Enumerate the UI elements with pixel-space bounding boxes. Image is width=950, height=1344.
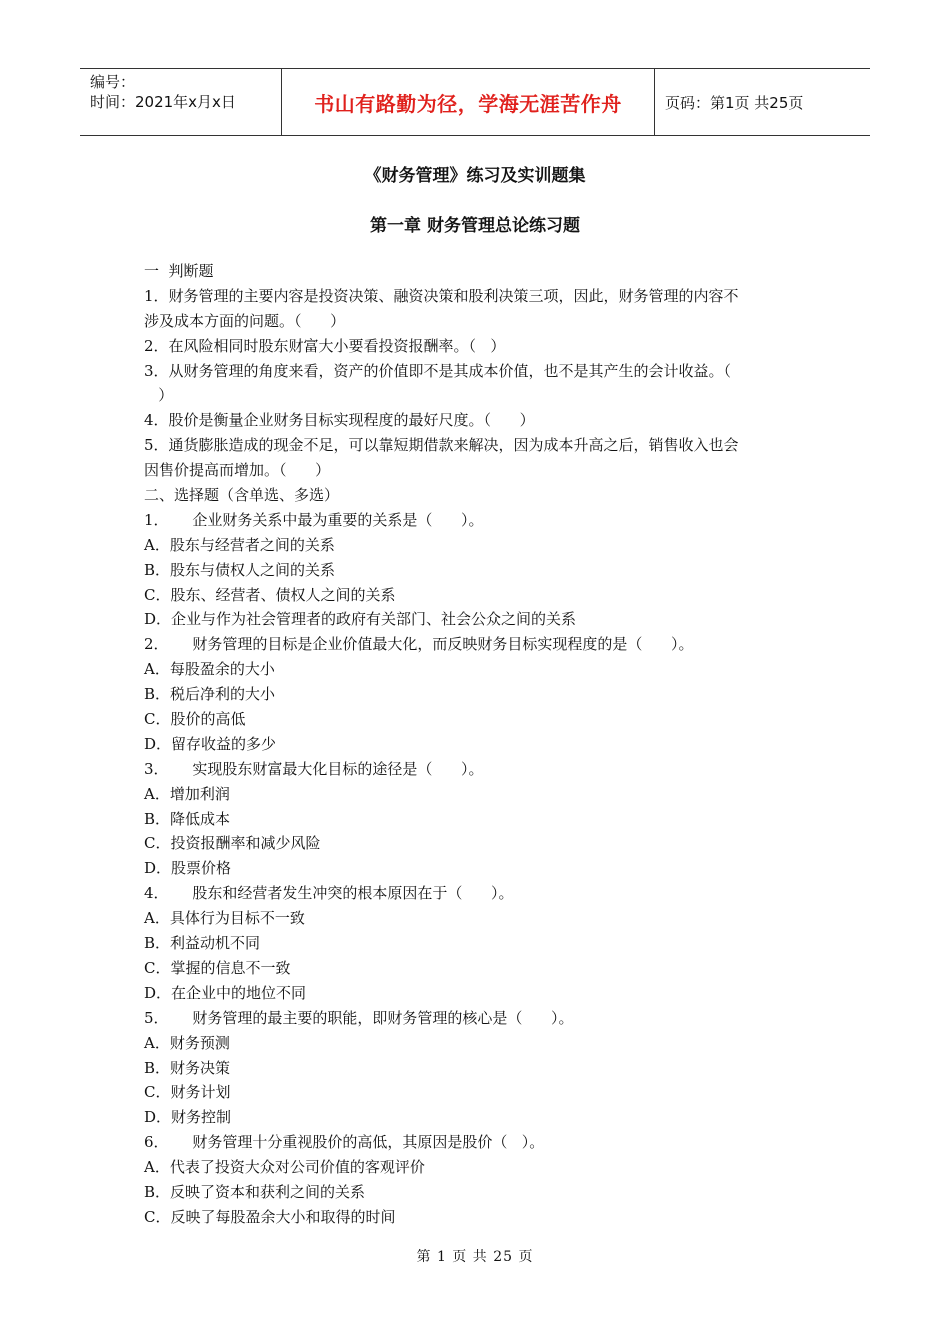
document-title: 《财务管理》练习及实训题集 [364, 166, 586, 186]
text-line: D．财务控制 [144, 1108, 232, 1127]
header-page-info-cell [655, 69, 870, 135]
text-line: D．股票价格 [144, 859, 232, 878]
text-line: D．企业与作为社会管理者的政府有关部门、社会公众之间的关系 [144, 610, 577, 629]
text-line: B．财务决策 [144, 1058, 231, 1077]
text-line: B．反映了资本和获利之间的关系 [144, 1182, 366, 1201]
text-line: A．每股盈余的大小 [144, 660, 275, 679]
text-line: D．在企业中的地位不同 [144, 983, 307, 1002]
text-line: 2． 财务管理的目标是企业价值最大化，而反映财务目标实现程度的是（ ）。 [144, 635, 694, 654]
text-line: B．股东与债权人之间的关系 [144, 560, 336, 579]
page-footer: 第 1 页 共 25 页 [416, 1249, 534, 1265]
text-line: 4．股价是衡量企业财务目标实现程度的最好尺度。（ ） [144, 411, 535, 430]
page-header [80, 68, 870, 136]
text-line: 3． 实现股东财富最大化目标的途径是（ ）。 [144, 759, 484, 778]
document-body [144, 259, 814, 1230]
text-line: B．利益动机不同 [144, 934, 261, 953]
text-line: A．增加利润 [144, 784, 230, 803]
text-line: 6． 财务管理十分重视股价的高低，其原因是股价（ ）。 [144, 1133, 545, 1152]
text-line: A．财务预测 [144, 1033, 230, 1052]
text-line: 因售价提高而增加。（ ） [144, 461, 331, 480]
document-date: 时间：2021年x月x日 [90, 93, 236, 111]
text-line: 5． 财务管理的最主要的职能，即财务管理的核心是（ ）。 [144, 1008, 574, 1027]
text-line: 二、选择题（含单选、多选） [144, 486, 340, 505]
text-line: B．降低成本 [144, 809, 231, 828]
text-line: 3．从财务管理的角度来看，资产的价值即不是其成本价值，也不是其产生的会计收益。（ [144, 361, 732, 380]
text-line: C．掌握的信息不一致 [144, 958, 291, 977]
chapter-title: 第一章 财务管理总论练习题 [370, 216, 580, 236]
text-line: B．税后净利的大小 [144, 685, 276, 704]
text-line: 4． 股东和经营者发生冲突的根本原因在于（ ）。 [144, 884, 514, 903]
text-line: ） [144, 386, 174, 405]
text-line: C．财务计划 [144, 1083, 231, 1102]
text-line: 涉及成本方面的问题。（ ） [144, 311, 346, 330]
header-meta [80, 69, 280, 135]
text-line: A．具体行为目标不一致 [144, 909, 305, 928]
document-number: 编号： [90, 73, 136, 91]
header-motto-cell [281, 69, 655, 135]
text-line: C．股东、经营者、债权人之间的关系 [144, 585, 396, 604]
header-page-info: 页码：第1页 共25页 [665, 93, 804, 112]
header-motto: 书山有路勤为径，学海无涯苦作舟 [314, 91, 622, 116]
text-line: C．股价的高低 [144, 710, 246, 729]
text-line: A．代表了投资大众对公司价值的客观评价 [144, 1158, 425, 1177]
text-line: 5．通货膨胀造成的现金不足，可以靠短期借款来解决，因为成本升高之后，销售收入也会 [144, 436, 739, 455]
text-line: C．投资报酬率和减少风险 [144, 834, 321, 853]
text-line: A．股东与经营者之间的关系 [144, 535, 335, 554]
text-line: 1． 企业财务关系中最为重要的关系是（ ）。 [144, 510, 484, 529]
text-line: 1．财务管理的主要内容是投资决策、融资决策和股利决策三项，因此，财务管理的内容不 [144, 286, 739, 305]
text-line: 2．在风险相同时股东财富大小要看投资报酬率。（ ） [144, 336, 506, 355]
text-line: C．反映了每股盈余大小和取得的时间 [144, 1207, 396, 1226]
text-line: 一 判断题 [144, 262, 214, 280]
text-line: D．留存收益的多少 [144, 734, 277, 753]
